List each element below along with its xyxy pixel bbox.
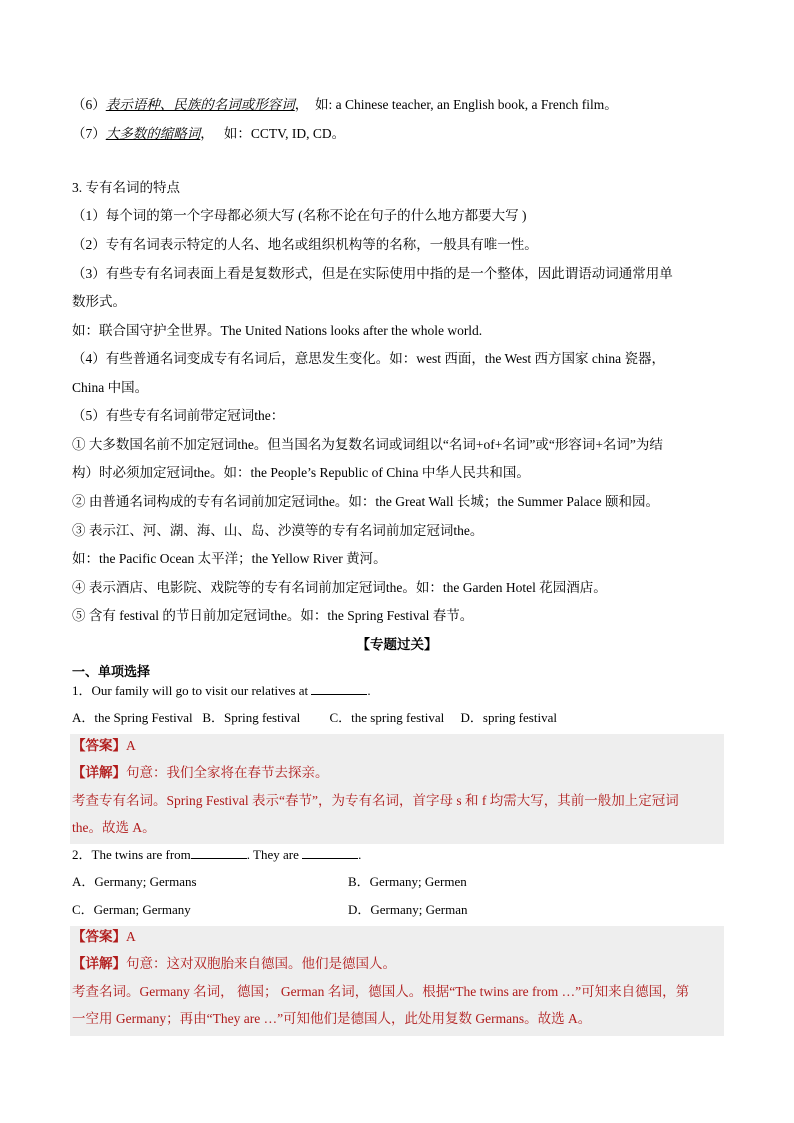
option-c: C．German; Germany: [72, 902, 191, 917]
answer-2: 【答案】A: [72, 929, 136, 944]
rule-2: ② 由普通名词构成的专有名词前加定冠词the。如：the Great Wall 长城；the Summer Palace 颐和园。: [72, 494, 659, 509]
paragraph: 数形式。: [72, 294, 126, 309]
paragraph: （2）专有名词表示特定的人名、地名或组织机构等的名称，一般具有唯一性。: [72, 237, 538, 252]
underlined-term: 大多数的缩略词: [105, 126, 201, 141]
question-2-options-row2: [72, 900, 724, 920]
rule-3: ③ 表示江、河、湖、海、山、岛、沙漠等的专有名词前加定冠词the。: [72, 523, 484, 538]
question-2-options-row1: [72, 872, 724, 892]
section-heading: 【专题过关】: [356, 637, 438, 652]
list-item-7: （7）大多数的缩略词， 如：CCTV, ID, CD。: [72, 126, 346, 141]
part-title: 一、单项选择: [72, 664, 151, 679]
paragraph: （1）每个词的第一个字母都必须大写 (名称不论在句子的什么地方都要大写 ): [72, 208, 527, 223]
option-b: B．Germany; Germen: [348, 874, 467, 889]
option-d: D．Germany; German: [348, 902, 468, 917]
option-c: C．the spring festival: [329, 710, 445, 725]
rule-5: ⑤ 含有 festival 的节日前加定冠词the。如：the Spring Festival 春节。: [72, 608, 474, 623]
section-title: 3. 专有名词的特点: [72, 180, 180, 195]
question-2-stem: 2．The twins are from . They are .: [72, 847, 362, 862]
answer-1: 【答案】A: [72, 738, 136, 753]
question-1-options: [72, 708, 724, 728]
list-item-6: （6）表示语种、民族的名词或形容词， 如: a Chinese teacher, an English book, a French film。: [72, 97, 618, 112]
option-a: A．Germany; Germans: [72, 874, 197, 889]
detail-1-line3: the。故选 A。: [72, 820, 156, 835]
detail-1: 【详解】句意：我们全家将在春节去探亲。: [72, 765, 329, 780]
example: 如：联合国守护全世界。The United Nations looks after the whole world.: [72, 323, 483, 338]
question-1-stem: 1．Our family will go to visit our relatives at .: [72, 683, 371, 698]
option-b: B．Spring festival: [202, 710, 301, 725]
option-a: A．the Spring Festival: [72, 710, 193, 725]
detail-2-line2: 考查名词。Germany 名词， 德国； German 名词，德国人。根据“The twins are from …”可知来自德国，第: [72, 984, 690, 999]
answer-blank: [302, 846, 358, 859]
detail-2: 【详解】句意：这对双胞胎来自德国。他们是德国人。: [72, 956, 396, 971]
paragraph: China 中国。: [72, 380, 149, 395]
answer-blank: [311, 682, 367, 695]
detail-1-line2: 考查专有名词。Spring Festival 表示“春节”，为专有名词，首字母 s 和 f 均需大写，其前一般加上定冠词: [72, 793, 679, 808]
underlined-term: 表示语种、民族的名词或形容词: [105, 97, 295, 112]
rule-4: ④ 表示酒店、电影院、戏院等的专有名词前加定冠词the。如：the Garden Hotel 花园酒店。: [72, 580, 607, 595]
rule-1: ① 大多数国名前不加定冠词the。但当国名为复数名词或词组以“名词+of+名词”或“形容词+名词”为结: [72, 437, 663, 452]
paragraph: （3）有些专有名词表面上看是复数形式，但是在实际使用中指的是一个整体，因此谓语动词通常用单: [72, 266, 673, 281]
answer-blank: [191, 846, 247, 859]
option-d: D．spring festival: [460, 710, 557, 725]
paragraph: （4）有些普通名词变成专有名词后，意思发生变化。如：west 西面，the West 西方国家 china 瓷器，: [72, 351, 666, 366]
rule-1-cont: 构）时必须加定冠词the。如：the People’s Republic of China 中华人民共和国。: [72, 465, 530, 480]
rule-3-example: 如：the Pacific Ocean 太平洋；the Yellow River 黄河。: [72, 551, 387, 566]
detail-2-line3: 一空用 Germany；再由“They are …”可知他们是德国人，此处用复数 Germans。故选 A。: [72, 1011, 592, 1026]
paragraph: （5）有些专有名词前带定冠词the：: [72, 408, 285, 423]
